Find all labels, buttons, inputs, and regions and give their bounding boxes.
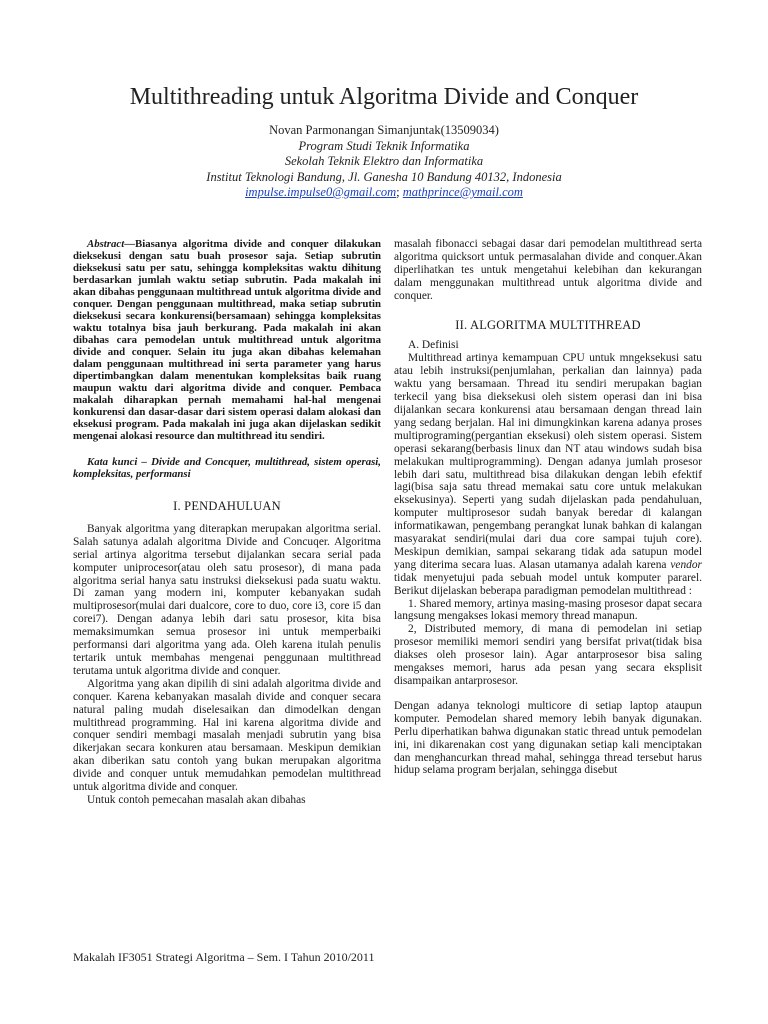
abstract-text: —Biasanya algoritma divide and conquer dilakukan dieksekusi dengan satu buah prosesor saja. Setiap subrutin dieksekusi satu per satu, sehingga kompleksitas waktu dihitung berdasarkan jumlah waktu setiap subrutin. Pada makalah ini akan dibahas penggunaan multithread untuk algoritma divide and conquer. Dengan penggunaan multithread, maka setiap subrutin dieksekusi secara konkurensi(bersamaan) sehingga kompleksitas waktu totalnya bisa jauh berkurang. Pada makalah ini akan dibahas cara pemodelan untuk multithread untuk algoritma divide and conquer. Selain itu juga akan dibahas kelemahan dalam penggunaan multithread ini serta parameter yang harus dipertimbangkan dalam menentukan kompleksitas baik ruang maupun waktu dari algoritma divide and conquer. Pembaca makalah diharapkan pernah memahami hal-hal mengenai konkurensi dan dasar-dasar dari sistem operasi dalam alokasi dan eksekusi program. Pada makalah ini juga akan dijelaskan sedikit mengenai alokasi resource dan multithread itu sendiri. [73,238,381,442]
body-paragraph: Algoritma yang akan dipilih di sini adalah algoritma divide and conquer. Karena kebanyakan masalah divide and conquer secara natural paling mudah diselesaikan dan dimodelkan dengan multithread programming. Hal ini karena algoritma divide and conquer sendiri membagi masalah menjadi subrutin yang bisa dikerjakan secara konkuren atau bersamaan. Meskipun demikian akan diberikan satu contoh yang bukan merupakan algoritma divide and conquer untuk memudahkan pemodelan multithread untuk algoritma divide and conquer. [73,677,381,794]
affiliation-line: Sekolah Teknik Elektro dan Informatika [284,154,484,168]
definition-text-part2: tidak menyetujui pada sebuah model untuk komputer pararel. Berikut dijelaskan beberapa paradigman pemodelan multithread : [394,571,702,597]
email-link-secondary[interactable]: mathprince@ymail.com [402,185,523,199]
page-footer: Makalah IF3051 Strategi Algoritma – Sem. I Tahun 2010/2011 [73,950,375,964]
body-paragraph-continued: masalah fibonacci sebagai dasar dari pemodelan multithread serta algoritma quicksort untuk permasalahan divide and conquer.Akan diperlihatkan tes untuk mengetahui kelebihan dan kekurangan dalam menggunakan multithread untuk algoritma divide and conquer. [394,238,702,302]
vendor-term: vendor [670,558,702,571]
body-paragraph: Banyak algoritma yang diterapkan merupakan algoritma serial. Salah satunya adalah algoritma Divide and Concuqer. Algoritma serial artinya algoritma tersebut dijalankan secara serial pada komputer uniprocesor(atau oleh satu prosesor), di mana pada algoritma serial hanya satu instruksi dieksekusi pada suatu waktu. Di zaman yang modern ini, komputer kebanyakan sudah multiprosesor(mulai dari dualcore, core to duo, core i3, core i5 dan corei7). Dengan adanya lebih dari satu prosesor, kita bisa memaksimumkan semua prosesor ini untuk memperbaiki performansi dari algoritma yang ada. Oleh karena itulah penulis tertarik untuk membahas mengenai penggunaan multithread terutama untuk algoritma divide and conquer. [73,522,381,677]
body-paragraph: Untuk contoh pemecahan masalah akan dibahas [87,793,306,806]
definition-text-part1: Multithread artinya kemampuan CPU untuk mngeksekusi satu atau lebih instruksi(penjumlahan, perkalian dan lainnya) pada waktu yang bersamaan. Thread itu sendiri merupakan bagian terkecil yang bisa dieksekusi oleh sistem operasi dan ini bisa dijalankan secara konkurensi atau bersamaan dengan thread lain yang sedang berjalan. Hal ini dimungkinkan karena adanya proses multiprograming(pergantian eksekusi) oleh sistem operasi. Sistem operasi sekarang(berbasis linux dan NT atau windows sudah bisa melakukan multiprogramming). Dengan adanya jumlah prosesor lebih dari satu, multithread bisa dilakukan dengan lebih efektif lagi(bisa saja satu thread memakai satu core untuk melakukan eksekusinya). Seperti yang sudah dijelaskan pada pendahuluan, komputer multiprosesor sudah banyak beredar di kalangan informatikawan, pengembang perangkat lunak bahkan di kalangan masyarakat sendiri(mulai dari dua core sampai tujuh core). Meskipun demikian, sampai sekarang tidak ada satupun model yang diterima secara luas. Alasan utamanya adalah karena [394,352,702,571]
abstract-label: Abstract [87,238,125,250]
email-line [0,185,768,201]
author-block [0,123,768,201]
left-column [73,238,381,807]
subsection-heading-definisi: A. Definisi [408,339,459,352]
abstract [73,238,381,442]
affiliation-line: Institut Teknologi Bandung, Jl. Ganesha 10 Bandung 40132, Indonesia [206,169,562,184]
body-paragraph: Dengan adanya teknologi multicore di setiap laptop ataupun komputer. Pemodelan shared memory lebih banyak digunakan. Perlu diperhatikan bahwa digunakan static thread untuk pemodelan ini, ini dikarenakan cost yang digunakan setiap kali menciptakan dan menghancurkan thread mahal, sehingga thread tersebut harus hidup selama program berjalan, sehingga disebut [394,699,702,777]
affiliation-line: Program Studi Teknik Informatika [298,138,470,153]
email-link-primary[interactable]: impulse.impulse0@gmail.com [245,185,397,199]
definition-paragraph [394,352,702,597]
author-name: Novan Parmonangan Simanjuntak(13509034) [269,123,499,137]
section-heading-algoritma-multithread: II. ALGORITMA MULTITHREAD [455,317,641,332]
keywords: Kata kunci – Divide and Concquer, multithread, sistem operasi, kompleksitas, performansi [73,456,381,480]
email-separator: ; [396,185,403,199]
list-item-distributed-memory: 2, Distributed memory, di mana di pemodelan ini setiap prosesor memiliki memori sendiri yang bersifat privat(tidak bisa diakses oleh prosesor lain). Agar antarprosesor bisa saling mengakses memori, harus ada pesan yang secara eksplisit disampaikan antarprosesor. [394,623,702,687]
right-column [394,238,702,777]
paper-title: Multithreading untuk Algoritma Divide and Conquer [129,84,639,110]
section-heading-pendahuluan: I. PENDAHULUAN [173,499,281,513]
list-item-shared-memory: 1. Shared memory, artinya masing-masing prosesor dapat secara langsung mengakses lokasi memory thread manapun. [394,597,702,623]
